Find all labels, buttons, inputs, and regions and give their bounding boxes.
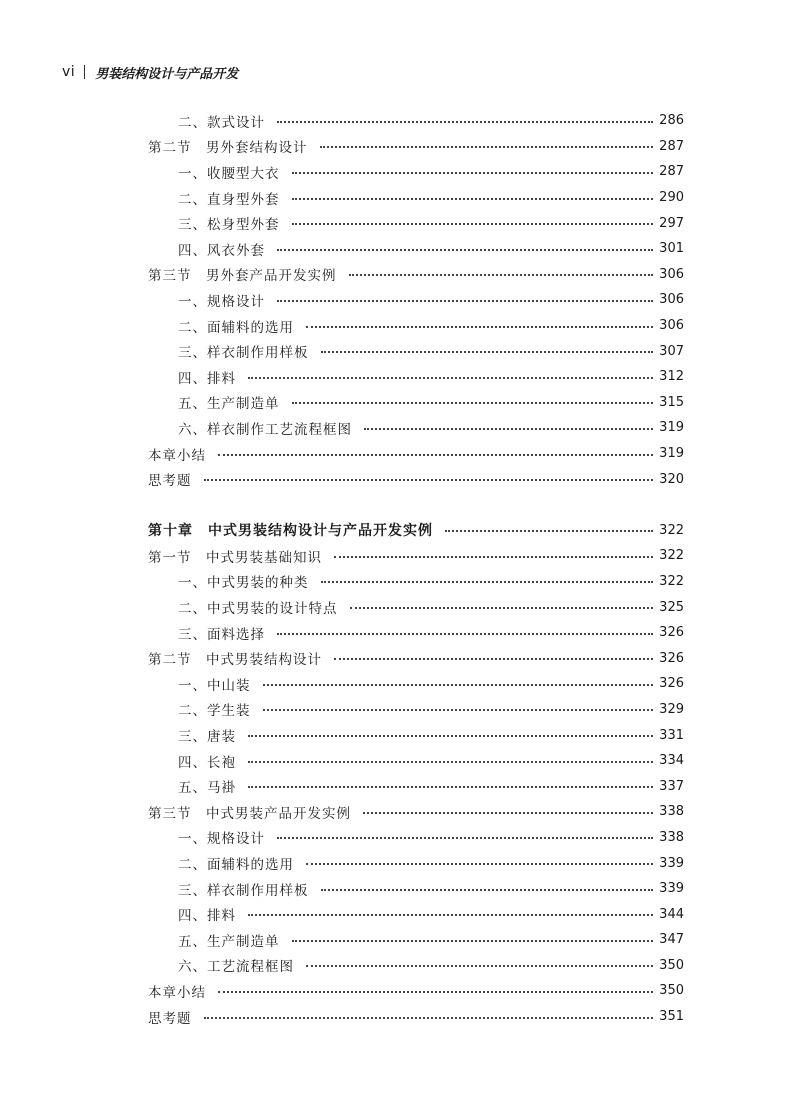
toc-entry-label: 二、直身型外套 [178, 191, 280, 208]
toc-entry-page: 290 [659, 190, 684, 206]
toc-subsection-entry [148, 773, 684, 799]
table-of-contents [148, 108, 684, 1029]
book-title: 男装结构设计与产品开发 [95, 66, 239, 82]
toc-subsection-entry [148, 697, 684, 723]
toc-entry-label: 第一节 中式男装基础知识 [148, 549, 322, 566]
toc-entry-label: 二、面辅料的选用 [178, 319, 294, 336]
toc-section-entry [148, 134, 684, 160]
toc-entry-page: 287 [659, 138, 684, 154]
toc-entry-label: 本章小结 [148, 984, 206, 1001]
toc-entry-page: 306 [659, 266, 684, 282]
toc-entry-label: 三、样衣制作用样板 [178, 345, 309, 362]
dot-leader [277, 300, 653, 302]
toc-entry-page: 344 [659, 906, 684, 922]
dot-leader [248, 761, 653, 763]
toc-subsection-entry [148, 313, 684, 339]
dot-leader [277, 633, 653, 635]
toc-subsection-entry [148, 338, 684, 364]
toc-entry-label: 二、款式设计 [178, 114, 265, 131]
toc-subsection-entry [148, 825, 684, 851]
toc-subsection-entry [148, 876, 684, 902]
dot-leader [248, 786, 653, 788]
toc-subsection-entry [148, 850, 684, 876]
toc-entry-label: 第二节 男外套结构设计 [148, 140, 308, 157]
toc-entry-page: 334 [659, 753, 684, 769]
toc-section-entry [148, 1004, 684, 1030]
toc-entry-page: 337 [659, 778, 684, 794]
toc-section-entry [148, 799, 684, 825]
toc-entry-label: 第十章 中式男装结构设计与产品开发实例 [148, 523, 433, 540]
toc-entry-page: 306 [659, 318, 684, 334]
toc-entry-page: 319 [659, 420, 684, 436]
toc-subsection-entry [148, 185, 684, 211]
toc-entry-label: 一、规格设计 [178, 293, 265, 310]
toc-section-entry [148, 262, 684, 288]
toc-section-entry [148, 978, 684, 1004]
toc-subsection-entry [148, 159, 684, 185]
toc-entry-label: 三、面料选择 [178, 626, 265, 643]
toc-entry-page: 322 [659, 573, 684, 589]
toc-entry-page: 322 [659, 522, 684, 538]
dot-leader [263, 684, 654, 686]
toc-subsection-entry [148, 390, 684, 416]
toc-entry-page: 338 [659, 804, 684, 820]
toc-entry-label: 第二节 中式男装结构设计 [148, 652, 322, 669]
toc-subsection-entry [148, 671, 684, 697]
toc-entry-label: 六、样衣制作工艺流程框图 [178, 421, 352, 438]
toc-entry-page: 329 [659, 701, 684, 717]
toc-entry-label: 思考题 [148, 1010, 192, 1027]
page-number: vi [62, 64, 76, 80]
dot-leader [277, 249, 653, 251]
toc-section-entry [148, 645, 684, 671]
toc-subsection-entry [148, 236, 684, 262]
toc-entry-page: 306 [659, 292, 684, 308]
toc-entry-label: 四、长袍 [178, 754, 236, 771]
toc-entry-label: 二、中式男装的设计特点 [178, 601, 338, 618]
toc-entry-label: 一、中式男装的种类 [178, 575, 309, 592]
toc-entry-page: 325 [659, 599, 684, 615]
toc-entry-label: 一、收腰型大衣 [178, 165, 280, 182]
toc-section-entry [148, 466, 684, 492]
toc-entry-page: 338 [659, 829, 684, 845]
toc-entry-page: 312 [659, 369, 684, 385]
header-divider [84, 65, 85, 79]
toc-entry-page: 350 [659, 983, 684, 999]
toc-entry-label: 二、学生装 [178, 703, 251, 720]
toc-entry-label: 五、生产制造单 [178, 933, 280, 950]
toc-entry-label: 五、生产制造单 [178, 396, 280, 413]
toc-entry-page: 307 [659, 343, 684, 359]
toc-chapter-entry [148, 518, 684, 544]
toc-subsection-entry [148, 594, 684, 620]
dot-leader [306, 863, 653, 865]
toc-subsection-entry [148, 287, 684, 313]
toc-entry-label: 三、松身型外套 [178, 217, 280, 234]
dot-leader [204, 1017, 654, 1019]
toc-entry-page: 322 [659, 548, 684, 564]
toc-entry-label: 二、面辅料的选用 [178, 857, 294, 874]
toc-subsection-entry [148, 415, 684, 441]
toc-subsection-entry [148, 748, 684, 774]
toc-entry-page: 286 [659, 113, 684, 129]
toc-entry-page: 315 [659, 394, 684, 410]
toc-section-entry [148, 543, 684, 569]
chapter-spacer [148, 492, 684, 518]
dot-leader [320, 146, 654, 148]
toc-entry-page: 339 [659, 881, 684, 897]
dot-leader [364, 428, 653, 430]
toc-entry-page: 339 [659, 855, 684, 871]
dot-leader [350, 607, 654, 609]
toc-entry-page: 301 [659, 241, 684, 257]
toc-subsection-entry [148, 569, 684, 595]
toc-entry-page: 351 [659, 1009, 684, 1025]
dot-leader [292, 402, 654, 404]
dot-leader [277, 121, 653, 123]
toc-entry-label: 第三节 男外套产品开发实例 [148, 268, 337, 285]
toc-subsection-entry [148, 210, 684, 236]
dot-leader [349, 274, 654, 276]
dot-leader [445, 530, 653, 532]
toc-entry-page: 319 [659, 446, 684, 462]
dot-leader [248, 914, 653, 916]
dot-leader [306, 326, 653, 328]
running-header [62, 62, 238, 82]
toc-entry-page: 350 [659, 957, 684, 973]
dot-leader [204, 479, 654, 481]
toc-entry-label: 五、马褂 [178, 780, 236, 797]
toc-entry-label: 本章小结 [148, 447, 206, 464]
dot-leader [248, 735, 653, 737]
dot-leader [321, 351, 654, 353]
toc-subsection-entry [148, 108, 684, 134]
dot-leader [218, 454, 653, 456]
toc-entry-page: 331 [659, 727, 684, 743]
dot-leader [292, 172, 654, 174]
dot-leader [321, 581, 654, 583]
toc-entry-label: 四、排料 [178, 370, 236, 387]
dot-leader [363, 812, 653, 814]
toc-subsection-entry [148, 901, 684, 927]
toc-entry-page: 326 [659, 650, 684, 666]
dot-leader [218, 991, 653, 993]
toc-entry-label: 四、风衣外套 [178, 242, 265, 259]
dot-leader [277, 837, 653, 839]
toc-entry-label: 一、规格设计 [178, 831, 265, 848]
dot-leader [292, 198, 654, 200]
toc-entry-page: 320 [659, 471, 684, 487]
toc-entry-label: 第三节 中式男装产品开发实例 [148, 805, 351, 822]
toc-entry-page: 287 [659, 164, 684, 180]
toc-subsection-entry [148, 620, 684, 646]
dot-leader [248, 377, 653, 379]
toc-entry-label: 思考题 [148, 473, 192, 490]
toc-entry-page: 326 [659, 676, 684, 692]
toc-subsection-entry [148, 722, 684, 748]
toc-section-entry [148, 441, 684, 467]
dot-leader [292, 940, 654, 942]
dot-leader [334, 658, 653, 660]
toc-entry-page: 297 [659, 215, 684, 231]
toc-subsection-entry [148, 953, 684, 979]
dot-leader [292, 223, 654, 225]
dot-leader [306, 965, 653, 967]
dot-leader [321, 889, 654, 891]
toc-subsection-entry [148, 927, 684, 953]
toc-entry-label: 三、样衣制作用样板 [178, 882, 309, 899]
toc-subsection-entry [148, 364, 684, 390]
dot-leader [263, 709, 654, 711]
dot-leader [334, 556, 653, 558]
toc-entry-label: 三、唐装 [178, 729, 236, 746]
toc-entry-label: 四、排料 [178, 908, 236, 925]
toc-entry-label: 一、中山装 [178, 677, 251, 694]
toc-entry-label: 六、工艺流程框图 [178, 959, 294, 976]
toc-entry-page: 326 [659, 625, 684, 641]
toc-entry-page: 347 [659, 932, 684, 948]
